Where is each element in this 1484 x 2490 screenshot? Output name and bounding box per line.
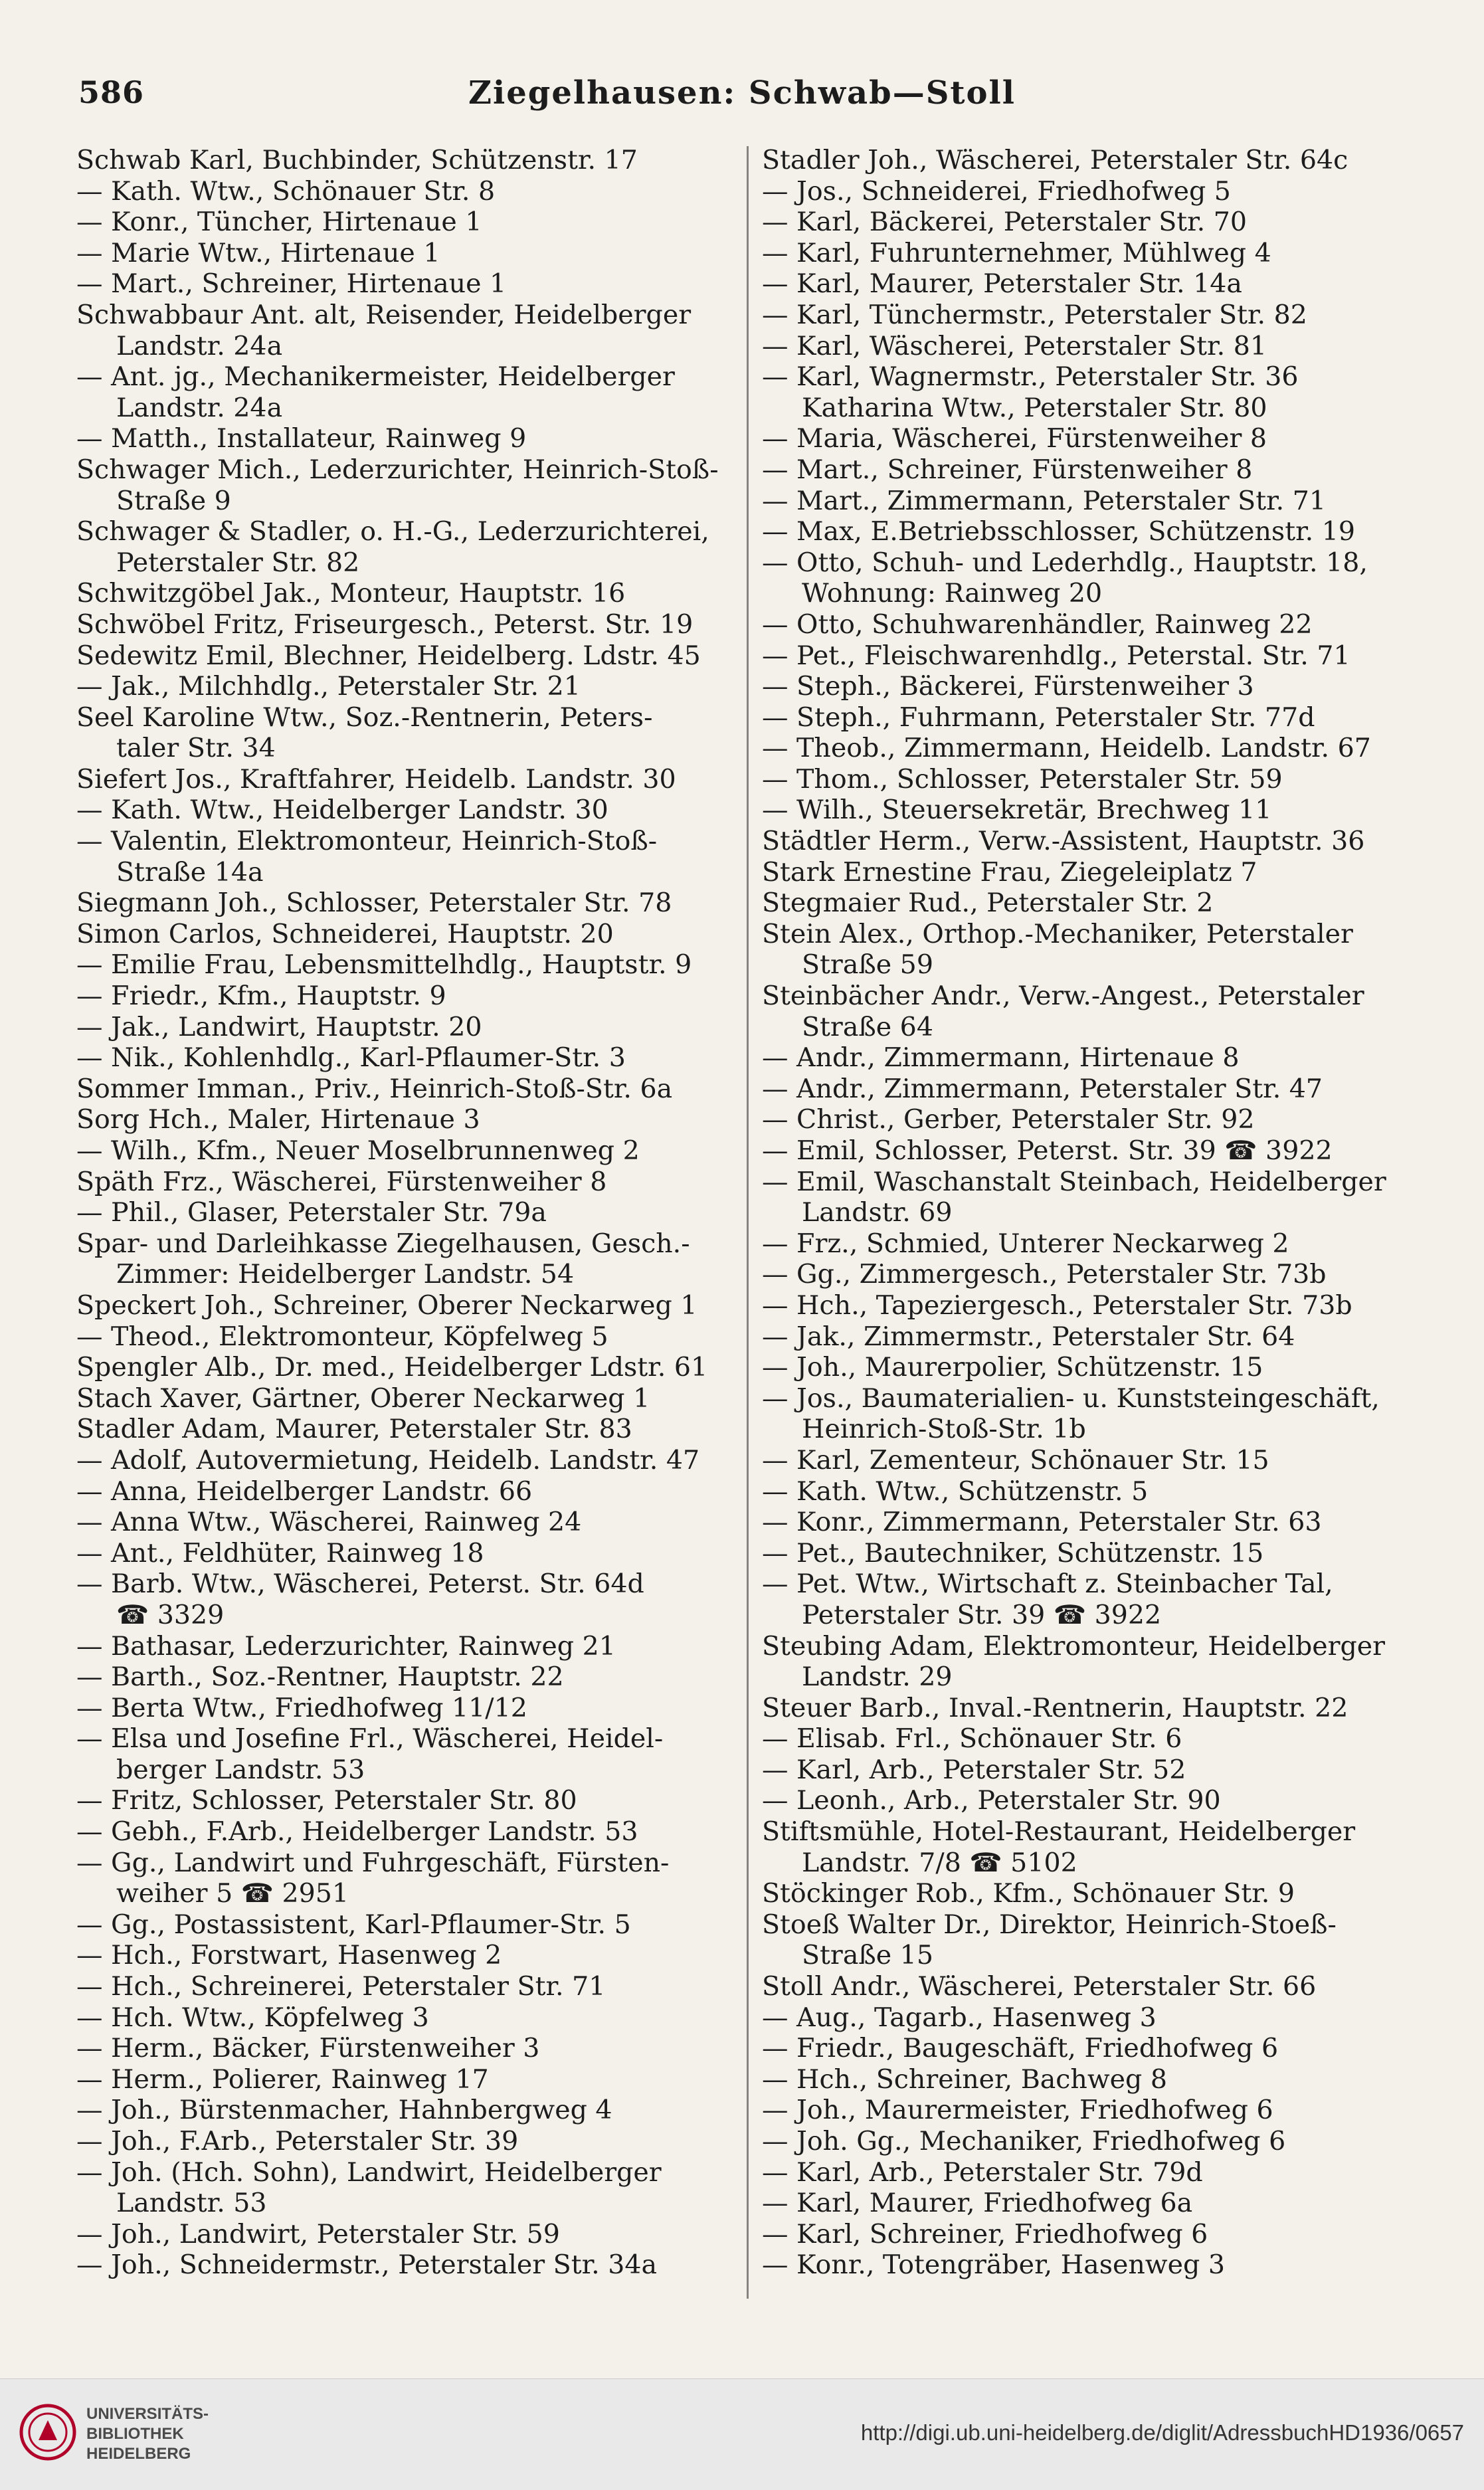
directory-entry-line: Landstr. 29 (802, 1662, 953, 1693)
directory-entry-line: Schwager Mich., Lederzurichter, Heinrich-Stoß- (76, 454, 719, 485)
directory-entry-line: Straße 59 (802, 949, 933, 981)
directory-entry-line: — Karl, Bäckerei, Peterstaler Str. 70 (762, 207, 1248, 238)
directory-entry-line: — Emil, Schlosser, Peterst. Str. 39 ☎ 3922 (762, 1135, 1333, 1166)
directory-entry-line: — Nik., Kohlenhdlg., Karl-Pflaumer-Str. 3 (76, 1042, 626, 1074)
directory-entry-line: — Karl, Fuhrunternehmer, Mühlweg 4 (762, 237, 1271, 268)
directory-entry-line: — Ant., Feldhüter, Rainweg 18 (76, 1537, 484, 1569)
directory-entry-line: — Wilh., Kfm., Neuer Moselbrunnenweg 2 (76, 1135, 640, 1166)
directory-entry-line: Sedewitz Emil, Blechner, Heidelberg. Ldstr. 45 (76, 640, 701, 671)
directory-entry-line: Straße 15 (802, 1940, 933, 1971)
library-name-line: UNIVERSITÄTS- (86, 2405, 209, 2423)
directory-entry-line: — Aug., Tagarb., Hasenweg 3 (762, 2002, 1157, 2033)
directory-entry-line: — Konr., Tüncher, Hirtenaue 1 (76, 207, 482, 238)
page-header (78, 74, 1406, 121)
directory-entry-line: Stöckinger Rob., Kfm., Schönauer Str. 9 (762, 1878, 1295, 1909)
directory-entry-line: — Karl, Maurer, Peterstaler Str. 14a (762, 268, 1242, 300)
directory-entry-line: — Karl, Wäscherei, Peterstaler Str. 81 (762, 330, 1267, 361)
directory-entry-line: — Karl, Wagnermstr., Peterstaler Str. 36 (762, 361, 1299, 393)
directory-entry-line: Späth Frz., Wäscherei, Fürstenweiher 8 (76, 1166, 607, 1197)
directory-entry-line: — Pet., Fleischwarenhdlg., Peterstal. Str. 71 (762, 640, 1350, 671)
directory-entry-line: — Gg., Zimmergesch., Peterstaler Str. 73b (762, 1259, 1327, 1290)
directory-entry-line: — Herm., Bäcker, Fürstenweiher 3 (76, 2033, 540, 2064)
directory-entry-line: — Jak., Milchhdlg., Peterstaler Str. 21 (76, 671, 581, 702)
directory-entry-line: — Anna, Heidelberger Landstr. 66 (76, 1476, 533, 1507)
directory-entry-line: — Christ., Gerber, Peterstaler Str. 92 (762, 1104, 1255, 1135)
directory-entry-line: Landstr. 69 (802, 1197, 953, 1228)
directory-entry-line: Stadler Adam, Maurer, Peterstaler Str. 83 (76, 1414, 632, 1445)
directory-entry-line: Heinrich-Stoß-Str. 1b (802, 1414, 1086, 1445)
directory-entry-line: Siefert Jos., Kraftfahrer, Heidelb. Landstr. 30 (76, 763, 676, 795)
directory-entry-line: — Friedr., Kfm., Hauptstr. 9 (76, 981, 446, 1012)
directory-entry-line: — Elsa und Josefine Frl., Wäscherei, Heidel- (76, 1723, 664, 1755)
directory-entry-line: — Joh., Maurerpolier, Schützenstr. 15 (762, 1352, 1263, 1383)
directory-entry-line: — Kath. Wtw., Schützenstr. 5 (762, 1476, 1149, 1507)
directory-entry-line: — Hch., Forstwart, Hasenweg 2 (76, 1940, 502, 1971)
directory-entry-line: — Thom., Schlosser, Peterstaler Str. 59 (762, 763, 1283, 795)
directory-entry-line: — Fritz, Schlosser, Peterstaler Str. 80 (76, 1785, 577, 1816)
university-seal-icon (19, 2403, 77, 2461)
directory-entry-line: — Hch. Wtw., Köpfelweg 3 (76, 2002, 429, 2033)
directory-entry-line: — Frz., Schmied, Unterer Neckarweg 2 (762, 1228, 1289, 1259)
directory-entry-line: Schwabbaur Ant. alt, Reisender, Heidelberger (76, 299, 692, 330)
directory-entry-line: Straße 9 (116, 485, 231, 516)
directory-entry-line: — Pet., Bautechniker, Schützenstr. 15 (762, 1537, 1264, 1569)
directory-entry-line: — Steph., Bäckerei, Fürstenweiher 3 (762, 671, 1254, 702)
directory-entry-line: — Leonh., Arb., Peterstaler Str. 90 (762, 1785, 1221, 1816)
directory-entry-line: Landstr. 53 (116, 2188, 267, 2219)
directory-entry-line: Stiftsmühle, Hotel-Restaurant, Heidelberger (762, 1816, 1356, 1848)
directory-entry-line: Sommer Imman., Priv., Heinrich-Stoß-Str. 6a (76, 1073, 673, 1104)
directory-entry-line: — Joh., Maurermeister, Friedhofweg 6 (762, 2095, 1273, 2126)
directory-entry-line: — Steph., Fuhrmann, Peterstaler Str. 77d (762, 702, 1315, 733)
directory-entry-line: — Jos., Baumaterialien- u. Kunststeingeschäft, (762, 1383, 1380, 1414)
directory-entry-line: — Hch., Tapeziergesch., Peterstaler Str. 73b (762, 1290, 1352, 1321)
directory-entry-line: — Phil., Glaser, Peterstaler Str. 79a (76, 1197, 547, 1228)
directory-entry-line: weiher 5 ☎ 2951 (116, 1878, 349, 1909)
directory-entry-line: Schwab Karl, Buchbinder, Schützenstr. 17 (76, 145, 638, 175)
directory-entry-line: — Kath. Wtw., Heidelberger Landstr. 30 (76, 795, 608, 826)
directory-entry-line: — Joh., F.Arb., Peterstaler Str. 39 (76, 2126, 519, 2156)
directory-entry-line: — Karl, Maurer, Friedhofweg 6a (762, 2188, 1193, 2219)
directory-entry-line: — Theod., Elektromonteur, Köpfelweg 5 (76, 1321, 608, 1352)
directory-entry-line: Spar- und Darleihkasse Ziegelhausen, Gesch.- (76, 1228, 690, 1259)
directory-entry-line: — Matth., Installateur, Rainweg 9 (76, 423, 527, 454)
directory-entry-line: Schwöbel Fritz, Friseurgesch., Peterst. Str. 19 (76, 609, 694, 640)
directory-entry-line: berger Landstr. 53 (116, 1754, 365, 1785)
directory-entry-line: — Joh. (Hch. Sohn), Landwirt, Heidelberger (76, 2156, 662, 2188)
directory-entry-line: — Karl, Arb., Peterstaler Str. 52 (762, 1754, 1186, 1785)
directory-entry-line: — Karl, Arb., Peterstaler Str. 79d (762, 2156, 1203, 2188)
directory-entry-line: — Joh. Gg., Mechaniker, Friedhofweg 6 (762, 2126, 1286, 2156)
directory-entry-line: — Pet. Wtw., Wirtschaft z. Steinbacher Tal, (762, 1569, 1333, 1600)
viewer-footer (0, 2378, 1484, 2490)
directory-entry-line: Steinbächer Andr., Verw.-Angest., Peterstaler (762, 981, 1364, 1012)
directory-entry-line: — Valentin, Elektromonteur, Heinrich-Stoß- (76, 826, 658, 857)
directory-entry-line: — Barth., Soz.-Rentner, Hauptstr. 22 (76, 1662, 564, 1693)
directory-entry-line: — Karl, Schreiner, Friedhofweg 6 (762, 2218, 1208, 2250)
directory-entry-line: Spengler Alb., Dr. med., Heidelberger Ldstr. 61 (76, 1352, 708, 1383)
directory-entry-line: — Herm., Polierer, Rainweg 17 (76, 2063, 489, 2095)
directory-entry-line: Steuer Barb., Inval.-Rentnerin, Hauptstr. 22 (762, 1692, 1348, 1723)
directory-entry-line: Landstr. 24a (116, 330, 283, 361)
directory-entry-line: — Mart., Schreiner, Hirtenaue 1 (76, 268, 507, 300)
directory-entry-line: — Andr., Zimmermann, Peterstaler Str. 47 (762, 1073, 1323, 1104)
directory-entry-line: Katharina Wtw., Peterstaler Str. 80 (802, 392, 1267, 423)
directory-entry-line: Straße 14a (116, 856, 264, 888)
directory-entry-line: — Karl, Tünchermstr., Peterstaler Str. 82 (762, 299, 1307, 330)
directory-entry-line: taler Str. 34 (116, 733, 276, 764)
directory-entry-line: — Karl, Zementeur, Schönauer Str. 15 (762, 1444, 1269, 1476)
directory-entry-line: Siegmann Joh., Schlosser, Peterstaler Str. 78 (76, 888, 672, 919)
directory-entry-line: — Gebh., F.Arb., Heidelberger Landstr. 53 (76, 1816, 638, 1848)
directory-entry-line: — Kath. Wtw., Schönauer Str. 8 (76, 175, 496, 207)
directory-entry-line: — Gg., Postassistent, Karl-Pflaumer-Str. 5 (76, 1909, 631, 1940)
directory-entry-line: Speckert Joh., Schreiner, Oberer Neckarweg 1 (76, 1290, 697, 1321)
directory-entry-line: Stark Ernestine Frau, Ziegeleiplatz 7 (762, 856, 1257, 888)
directory-entry-line: ☎ 3329 (116, 1599, 225, 1630)
directory-entry-line: — Otto, Schuhwarenhändler, Rainweg 22 (762, 609, 1313, 640)
directory-entry-line: — Adolf, Autovermietung, Heidelb. Landstr. 47 (76, 1444, 700, 1476)
directory-entry-line: — Anna Wtw., Wäscherei, Rainweg 24 (76, 1507, 582, 1538)
directory-entry-line: — Friedr., Baugeschäft, Friedhofweg 6 (762, 2033, 1279, 2064)
directory-entry-line: — Emil, Waschanstalt Steinbach, Heidelberger (762, 1166, 1386, 1197)
directory-entry-line: — Ant. jg., Mechanikermeister, Heidelberger (76, 361, 675, 393)
directory-entry-line: — Konr., Zimmermann, Peterstaler Str. 63 (762, 1507, 1322, 1538)
directory-entry-line: Peterstaler Str. 82 (116, 547, 360, 578)
directory-entry-line: Seel Karoline Wtw., Soz.-Rentnerin, Peters- (76, 702, 653, 733)
directory-entry-line: — Konr., Totengräber, Hasenweg 3 (762, 2250, 1225, 2281)
column-divider (747, 146, 749, 2299)
running-title: Ziegelhausen: Schwab—Stoll (468, 74, 1016, 112)
directory-entry-line: — Joh., Schneidermstr., Peterstaler Str. 34a (76, 2250, 658, 2281)
directory-entry-line: — Mart., Zimmermann, Peterstaler Str. 71 (762, 485, 1327, 516)
directory-entry-line: — Joh., Bürstenmacher, Hahnbergweg 4 (76, 2095, 612, 2126)
directory-entry-line: — Bathasar, Lederzurichter, Rainweg 21 (76, 1630, 616, 1662)
directory-entry-line: Straße 64 (802, 1011, 933, 1042)
directory-entry-line: — Maria, Wäscherei, Fürstenweiher 8 (762, 423, 1267, 454)
directory-entry-line: Stegmaier Rud., Peterstaler Str. 2 (762, 888, 1214, 919)
directory-entry-line: — Otto, Schuh- und Lederhdlg., Hauptstr. 18, (762, 547, 1368, 578)
directory-entry-line: Stach Xaver, Gärtner, Oberer Neckarweg 1 (76, 1383, 650, 1414)
directory-entry-line: Peterstaler Str. 39 ☎ 3922 (802, 1599, 1162, 1630)
page-number: 586 (78, 74, 145, 110)
library-name-line: HEIDELBERG (86, 2445, 191, 2463)
directory-entry-line: — Hch., Schreinerei, Peterstaler Str. 71 (76, 1971, 606, 2002)
directory-entry-line: Stadler Joh., Wäscherei, Peterstaler Str. 64c (762, 145, 1348, 175)
directory-entry-line: Zimmer: Heidelberger Landstr. 54 (116, 1259, 575, 1290)
directory-entry-line: Stoll Andr., Wäscherei, Peterstaler Str. 66 (762, 1971, 1317, 2002)
directory-entry-line: Steubing Adam, Elektromonteur, Heidelberger (762, 1630, 1386, 1662)
library-name-line: BIBLIOTHEK (86, 2425, 184, 2443)
library-name (86, 2404, 209, 2464)
directory-entry-line: — Marie Wtw., Hirtenaue 1 (76, 237, 440, 268)
directory-entry-line: — Berta Wtw., Friedhofweg 11/12 (76, 1692, 527, 1723)
directory-entry-line: Schwitzgöbel Jak., Monteur, Hauptstr. 16 (76, 578, 626, 609)
directory-entry-line: — Jak., Zimmermstr., Peterstaler Str. 64 (762, 1321, 1295, 1352)
left-column (76, 145, 741, 2281)
directory-entry-line: — Andr., Zimmermann, Hirtenaue 8 (762, 1042, 1240, 1074)
directory-entry-line: Landstr. 7/8 ☎ 5102 (802, 1847, 1077, 1878)
directory-entry-line: Simon Carlos, Schneiderei, Hauptstr. 20 (76, 918, 614, 949)
directory-entry-line: — Max, E.Betriebsschlosser, Schützenstr. 19 (762, 516, 1355, 547)
directory-entry-line: Schwager & Stadler, o. H.-G., Lederzurichterei, (76, 516, 709, 547)
directory-entry-line: Stoeß Walter Dr., Direktor, Heinrich-Stoeß- (762, 1909, 1337, 1940)
directory-entry-line: — Wilh., Steuersekretär, Brechweg 11 (762, 795, 1272, 826)
right-column (762, 145, 1426, 2281)
directory-entry-line: — Mart., Schreiner, Fürstenweiher 8 (762, 454, 1253, 485)
directory-entry-line: — Elisab. Frl., Schönauer Str. 6 (762, 1723, 1182, 1755)
directory-entry-line: Stein Alex., Orthop.-Mechaniker, Peterstaler (762, 918, 1353, 949)
directory-entry-line: — Jos., Schneiderei, Friedhofweg 5 (762, 175, 1231, 207)
directory-entry-line: Landstr. 24a (116, 392, 283, 423)
directory-entry-line: — Emilie Frau, Lebensmittelhdlg., Hauptstr. 9 (76, 949, 692, 981)
directory-entry-line: — Hch., Schreiner, Bachweg 8 (762, 2063, 1168, 2095)
directory-entry-line: — Joh., Landwirt, Peterstaler Str. 59 (76, 2218, 560, 2250)
directory-entry-line: — Barb. Wtw., Wäscherei, Peterst. Str. 64d (76, 1569, 644, 1600)
directory-entry-line: — Gg., Landwirt und Fuhrgeschäft, Fürsten- (76, 1847, 670, 1878)
source-url-link[interactable]: http://digi.ub.uni-heidelberg.de/diglit/AdressbuchHD1936/0657 (860, 2420, 1464, 2445)
directory-entry-line: — Jak., Landwirt, Hauptstr. 20 (76, 1011, 482, 1042)
directory-entry-line: — Theob., Zimmermann, Heidelb. Landstr. 67 (762, 733, 1371, 764)
directory-entry-line: Sorg Hch., Maler, Hirtenaue 3 (76, 1104, 480, 1135)
directory-entry-line: Wohnung: Rainweg 20 (802, 578, 1103, 609)
directory-entry-line: Städtler Herm., Verw.-Assistent, Hauptstr. 36 (762, 826, 1365, 857)
